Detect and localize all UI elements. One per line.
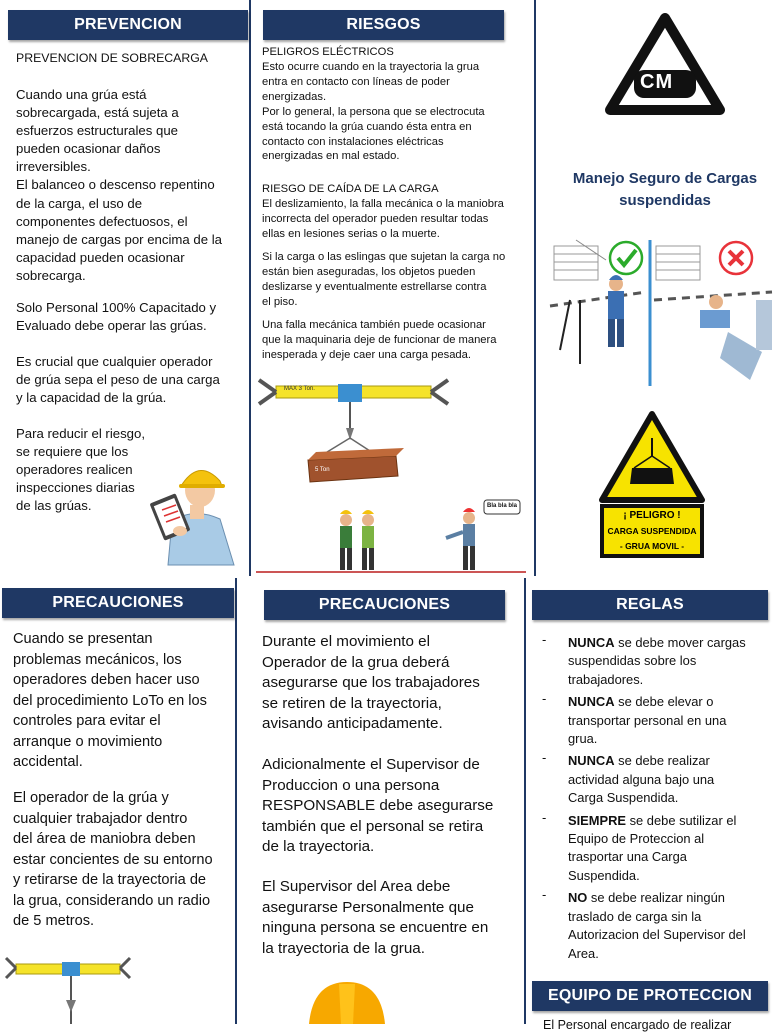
regla-keyword: NUNCA: [568, 694, 615, 710]
load-weight-label: 5 Ton: [315, 467, 330, 473]
worker-3: [446, 508, 475, 570]
warning-sign-line-2: CARGA SUSPENDIDA: [607, 526, 697, 536]
riesgos-para-caida: El deslizamiento, la falla mecánica o la maniobra incorrecta del operador pueden resultar todas ellas en lesiones serias o la muerte.: [262, 198, 504, 240]
beam-capacity-label: MAX 3 Ton.: [284, 386, 315, 392]
prevencion-para-3: Es crucial que cualquier operador de grúa sepa el peso de una carga y la capacidad de la grúa.: [16, 354, 220, 406]
regla-item: [542, 693, 768, 748]
bullet-dash: -: [542, 809, 547, 825]
prevencion-panel: [0, 0, 249, 576]
safe-vs-unsafe-illustration: [550, 240, 772, 386]
equipo-proteccion-header: EQUIPO DE PROTECCION: [532, 981, 768, 1011]
bullet-dash: -: [542, 691, 547, 707]
suspended-load-warning-sign: [598, 410, 706, 560]
prevencion-para-2: Solo Personal 100% Capacitado y Evaluado debe operar las grúas.: [16, 300, 217, 334]
cm-logo-text: CM: [640, 71, 674, 93]
regla-text: se debe mover cargas suspendidas sobre los trabajadores.: [568, 635, 746, 687]
precauciones-2-para-1: Durante el movimiento el Operador de la grua deberá asegurarse que los trabajadores se retiren de la trayectoria, avisando anticipadamente.: [262, 633, 480, 732]
bullet-dash: -: [542, 887, 547, 903]
warning-sign-line-3: - GRUA MOVIL -: [619, 541, 685, 551]
inspector-worker-illustration: [150, 455, 242, 565]
hard-hat-illustration: [305, 978, 389, 1024]
equipo-proteccion-partial-text: El Personal encargado de realizar: [543, 1018, 732, 1032]
regla-keyword: NUNCA: [568, 753, 615, 769]
reglas-list: [542, 634, 768, 967]
regla-item: [542, 752, 768, 807]
precauciones-2-para-3: El Supervisor del Area debe asegurarse Personalmente que ninguna persona se encuentre en la trayectoria de la grua.: [262, 878, 489, 957]
prevencion-para-4: Para reducir el riesgo, se requiere que los operadores realicen inspecciones diarias de las grúas.: [16, 426, 146, 514]
regla-keyword: NO: [568, 890, 588, 906]
brochure-title: Manejo Seguro de Cargas suspendidas: [572, 170, 758, 209]
precauciones-1-panel: [0, 578, 235, 1024]
riesgos-header: RIESGOS: [263, 10, 504, 40]
cover-panel: [536, 0, 768, 576]
precauciones-2-header: PRECAUCIONES: [264, 590, 505, 620]
crane-hook-illustration: [4, 956, 136, 1024]
riesgos-para-electricos: Esto ocurre cuando en la trayectoria la grua entra en contacto con líneas de poder energizadas. Por lo general, la persona que se electrocuta está tocando la grúa cuando ésta entra en contacto con instalaciones eléctricas energizadas en mal estado.: [262, 61, 485, 163]
worker-2: [362, 510, 374, 570]
precauciones-1-para-1: Cuando se presentan problemas mecánicos, los operadores deben hacer uso del procedimiento LoTo en los controles para evitar el arranque o movimiento accidental.: [13, 631, 207, 770]
crane-load-illustration: [256, 372, 526, 576]
reglas-header: REGLAS: [532, 590, 768, 620]
regla-keyword: SIEMPRE: [568, 812, 627, 828]
precauciones-2-panel: [237, 578, 524, 1024]
regla-item: [542, 889, 768, 963]
precauciones-1-para-2: El operador de la grúa y cualquier trabajador dentro del área de maniobra deben estar concientes de su entorno y retirarse de la trayectoria de la grua, considerando un radio de 5 metros.: [13, 790, 213, 929]
riesgos-para-falla: Una falla mecánica también puede ocasionar que la maquinaria deje de funcionar de manera inesperada y deje caer una carga pesada.: [262, 319, 497, 361]
precauciones-2-para-2: Adicionalmente el Supervisor de Produccion o una persona RESPONSABLE debe asegurarse también que el personal se retira de la trayectoria.: [262, 756, 494, 855]
riesgos-para-eslingas: Si la carga o las eslingas que sujetan la carga no están bien aseguradas, los objetos pueden deslizarse y eventualmente estrellarse contra el piso.: [262, 251, 506, 308]
regla-text: se debe elevar o transportar personal en una grua.: [568, 694, 727, 747]
regla-item: [542, 634, 768, 689]
cm-logo: [604, 12, 726, 116]
regla-keyword: NUNCA: [568, 635, 615, 650]
prevencion-para-1: Cuando una grúa está sobrecargada, está sujeta a esfuerzos estructurales que pueden ocasionar daños irreversibles. El balanceo o descenso repentino de la carga, el uso de componentes defectuosos, el manejo de cargas por encima de la capacidad pueden ocasionar sobrecarga.: [16, 87, 222, 283]
bullet-dash: -: [542, 632, 547, 647]
prevencion-header: PREVENCION: [8, 10, 248, 40]
riesgos-panel: [251, 0, 534, 576]
regla-text: se debe realizar actividad alguna bajo una Carga Suspendida.: [568, 753, 715, 806]
prevencion-subtitle: PREVENCION DE SOBRECARGA: [16, 51, 209, 65]
reglas-panel: [526, 578, 768, 1032]
precauciones-1-header: PRECAUCIONES: [2, 588, 234, 618]
bullet-dash: -: [542, 750, 547, 766]
riesgos-subtitle-electricos: PELIGROS ELÉCTRICOS: [262, 46, 394, 58]
regla-text: se debe realizar ningún traslado de carga sin la Autorizacion del Supervisor del Area.: [568, 890, 746, 961]
speech-bubble-text: Bla bla bla: [487, 503, 518, 509]
warning-sign-line-1: ¡ PELIGRO !: [623, 510, 681, 521]
regla-text: se debe sutilizar el Equipo de Proteccion al trasportar una Carga Suspendida.: [568, 812, 737, 883]
regla-item: [542, 809, 768, 886]
worker-1: [340, 510, 352, 570]
riesgos-subtitle-caida: RIESGO DE CAÍDA DE LA CARGA: [262, 183, 439, 195]
